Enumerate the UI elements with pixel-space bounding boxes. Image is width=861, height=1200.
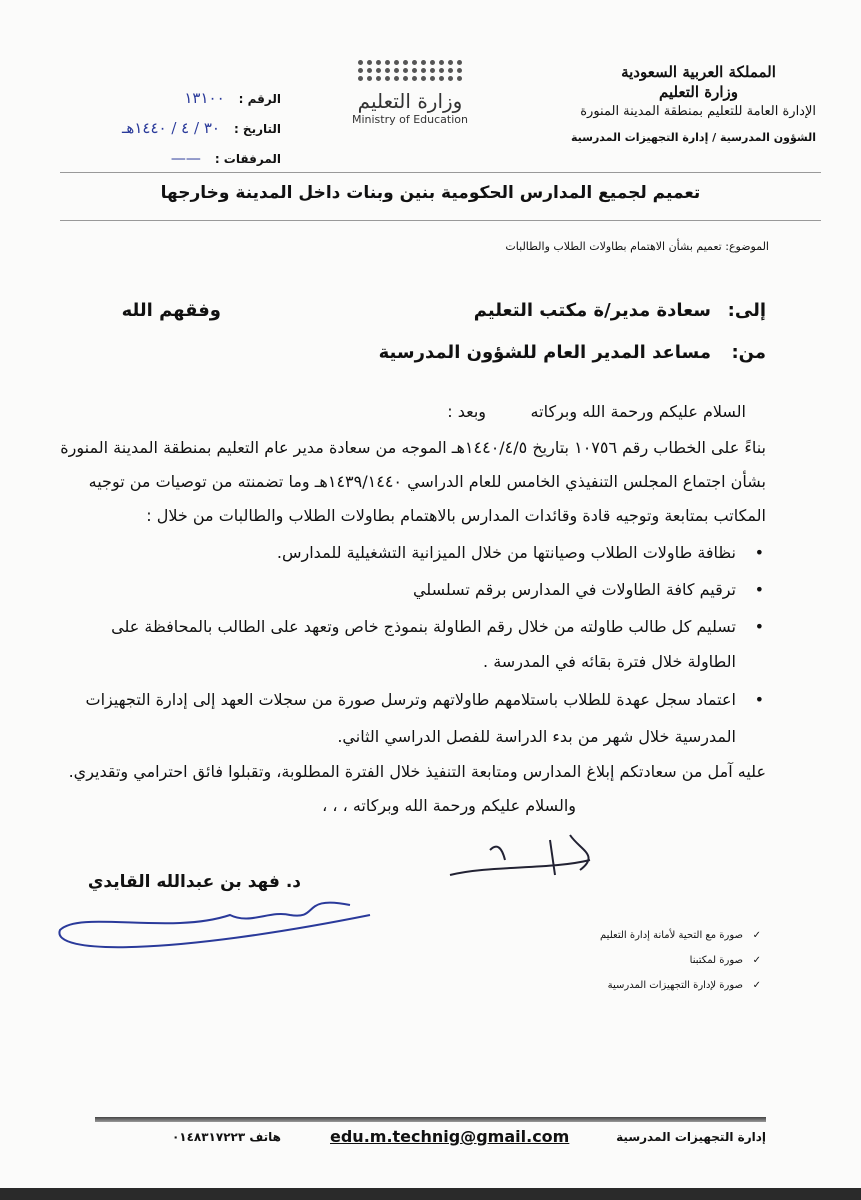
list-item: • تسليم كل طالب طاولته من خلال رقم الطاولة بنموذج خاص وتعهد على الطالب بالمحافظة على (111, 617, 736, 636)
logo-dot (385, 68, 390, 73)
logo-dot (412, 76, 417, 81)
logo-dot (430, 76, 435, 81)
divider (60, 220, 821, 221)
to-label: إلى: (727, 300, 766, 321)
circular-title: تعميم لجميع المدارس الحكومية بنين وبنات داخل المدينة وخارجها (160, 183, 701, 203)
logo-dot (457, 68, 462, 73)
cc-item: ✓ صورة لمكتبنا (690, 955, 743, 966)
body-line: بشأن اجتماع المجلس التنفيذي الخامس للعام الدراسي ١٤٣٩/١٤٤٠هـ وما تضمنته من توصيات من توجيه (88, 472, 766, 491)
logo-dot (403, 60, 408, 65)
logo-dot (394, 76, 399, 81)
list-item-continued: الطاولة خلال فترة بقائه في المدرسة . (483, 652, 736, 671)
body-line: بناءً على الخطاب رقم ١٠٧٥٦ بتاريخ ١٤٤٠/٤/٥هـ الموجه من سعادة مدير عام التعليم بمنطقة المدينة المنورة (60, 438, 766, 457)
logo-dot (403, 68, 408, 73)
footer-divider (95, 1117, 766, 1122)
logo-dot (385, 60, 390, 65)
logo-dot (367, 68, 372, 73)
divider (60, 172, 821, 173)
ministry-name: وزارة التعليم (659, 83, 738, 101)
logo-dot (412, 60, 417, 65)
logo-dot (421, 76, 426, 81)
number-label: الرقم : (238, 92, 281, 106)
closing-salam: والسلام عليكم ورحمة الله وبركاته ، ، ، (322, 796, 576, 815)
logo-dot (448, 60, 453, 65)
list-item: • ترقيم كافة الطاولات في المدارس برقم تسلسلي (413, 580, 736, 599)
attachments-label: المرفقات : (214, 152, 281, 166)
reference-block (122, 84, 281, 174)
logo-dot (358, 60, 363, 65)
body-line: المكاتب بمتابعة وتوجيه قادة وقائدات المدارس بالاهتمام بطاولات الطلاب والطالبات من خلال : (146, 506, 766, 525)
date-value: ٣٠ / ٤ / ١٤٤٠هـ (122, 119, 220, 137)
logo-dot (367, 60, 372, 65)
recipient-closing: وفقهم الله (121, 300, 221, 321)
logo-dot (412, 68, 417, 73)
signature-icon (50, 885, 380, 965)
logo-dot (439, 60, 444, 65)
logo-dot (376, 76, 381, 81)
list-item: • نظافة طاولات الطلاب وصيانتها من خلال الميزانية التشغيلية للمدارس. (277, 543, 736, 562)
footer-department: إدارة التجهيزات المدرسية (616, 1130, 766, 1144)
list-item: • اعتماد سجل عهدة للطلاب باستلامهم طاولاتهم وترسل صورة من سجلات العهد إلى إدارة التجهيزات (86, 690, 736, 709)
logo-dot (403, 76, 408, 81)
footer-phone (172, 1130, 281, 1144)
greeting-after: وبعد : (447, 402, 486, 421)
logo-dot (439, 76, 444, 81)
logo-arabic: وزارة التعليم (357, 89, 463, 113)
department-name: الشؤون المدرسية / إدارة التجهيزات المدرسية (570, 131, 816, 144)
logo-dots-icon (340, 60, 480, 81)
signature-mark-icon (430, 820, 610, 900)
phone-label: هاتف (249, 1130, 281, 1144)
logo-dot (385, 76, 390, 81)
logo-dot (367, 76, 372, 81)
greeting: السلام عليكم ورحمة الله وبركاته (530, 402, 746, 421)
date-label: التاريخ : (233, 122, 281, 136)
list-item-continued: المدرسية خلال شهر من بدء الدراسة للفصل الدراسي الثاني. (337, 727, 736, 746)
signatory-name: د. فهد بن عبدالله القايدي (87, 872, 301, 892)
letterhead (570, 62, 816, 148)
number-value: ١٣١٠٠ (184, 89, 225, 107)
logo-dot (394, 60, 399, 65)
logo-dot (421, 60, 426, 65)
footer-email[interactable]: edu.m.technig@gmail.com (330, 1127, 570, 1146)
logo-dot (421, 68, 426, 73)
cc-item: ✓ صورة مع التحية لأمانة إدارة التعليم (600, 930, 743, 941)
kingdom-name: المملكة العربية السعودية (621, 63, 776, 81)
attachments-value: —— (170, 149, 201, 167)
recipient: سعادة مدير/ة مكتب التعليم (473, 300, 711, 321)
logo-dot (457, 60, 462, 65)
ministry-logo (340, 60, 480, 126)
logo-dot (376, 60, 381, 65)
logo-dot (394, 68, 399, 73)
sender: مساعد المدير العام للشؤون المدرسية (378, 342, 711, 363)
logo-dot (448, 76, 453, 81)
cc-item: ✓ صورة لإدارة التجهيزات المدرسية (608, 980, 743, 991)
logo-dot (439, 68, 444, 73)
phone-value: ٠١٤٨٣١٧٢٢٣ (171, 1130, 246, 1144)
directorate-name: الإدارة العامة للتعليم بمنطقة المدينة المنورة (580, 104, 816, 119)
logo-dot (430, 68, 435, 73)
logo-dot (430, 60, 435, 65)
subject-line: الموضوع: تعميم بشأن الاهتمام بطاولات الطلاب والطالبات (505, 240, 769, 253)
from-label: من: (731, 342, 766, 363)
closing-line: عليه آمل من سعادتكم إبلاغ المدارس ومتابعة التنفيذ خلال الفترة المطلوبة، وتقبلوا فائق احترامي وتقديري. (68, 762, 766, 781)
logo-english: Ministry of Education (351, 113, 468, 126)
logo-dot (358, 68, 363, 73)
logo-dot (358, 76, 363, 81)
logo-dot (457, 76, 462, 81)
logo-dot (376, 68, 381, 73)
logo-dot (448, 68, 453, 73)
